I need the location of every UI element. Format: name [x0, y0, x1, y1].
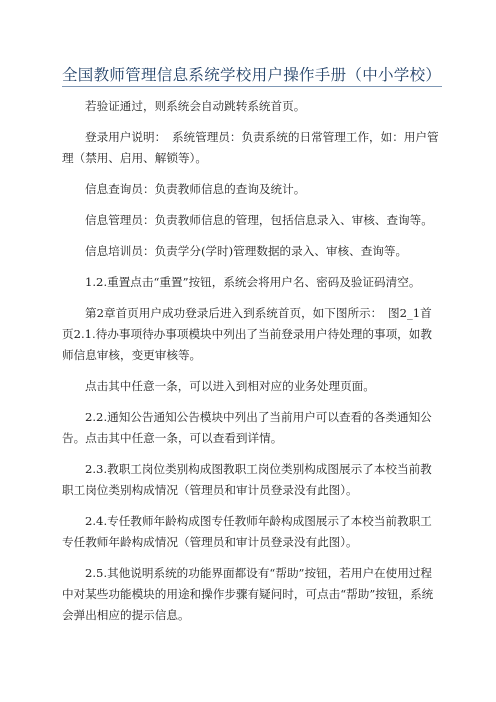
paragraph-manager-role: 信息管理员：负责教师信息的管理，包括信息录入、审核、查询等。	[85, 213, 433, 227]
paragraph-notices: 2.2.通知公告通知公告模块中列出了当前用户可以查看的各类通知公告。点击其中任意一条，可以查看到详情。	[62, 410, 432, 445]
document-body	[62, 96, 442, 636]
title-divider	[62, 86, 442, 87]
document-title: 全国教师管理信息系统学校用户操作手册（中小学校）	[62, 66, 442, 84]
paragraph-query-role: 信息查询员：负责教师信息的查询及统计。	[85, 182, 306, 196]
paragraph-staff-chart: 2.3.教职工岗位类别构成图教职工岗位类别构成图展示了本校当前教职工岗位类别构成情况（管理员和审计员登录没有此图）。	[62, 462, 432, 497]
paragraph-chapter2-todo: 第2章首页用户成功登录后进入到系统首页，如下图所示： 图2_1首页2.1.待办事项待办事项模块中列出了当前登录用户待处理的事项，如教师信息审核，变更审核等。	[62, 306, 432, 362]
paragraph-login-users: 登录用户说明： 系统管理员：负责系统的日常管理工作，如：用户管理（禁用、启用、解锁等）。	[62, 130, 439, 165]
paragraph-trainer-role: 信息培训员：负责学分(学时)管理数据的录入、审核、查询等。	[85, 244, 408, 258]
paragraph-click-item: 点击其中任意一条，可以进入到相对应的业务处理页面。	[85, 379, 375, 393]
paragraph-verification: 若验证通过，则系统会自动跳转系统首页。	[85, 99, 306, 113]
paragraph-reset: 1.2.重置点击“重置”按钮，系统会将用户名、密码及验证码清空。	[85, 275, 421, 289]
paragraph-age-chart: 2.4.专任教师年龄构成图专任教师年龄构成图展示了本校当前教职工专任教师年龄构成情况（管理员和审计员登录没有此图）。	[62, 514, 432, 549]
paragraph-other-notes: 2.5.其他说明系统的功能界面都设有“帮助”按钮，若用户在使用过程中对某些功能模块的用途和操作步骤有疑问时，可点击“帮助”按钮，系统会弹出相应的提示信息。	[62, 566, 434, 622]
